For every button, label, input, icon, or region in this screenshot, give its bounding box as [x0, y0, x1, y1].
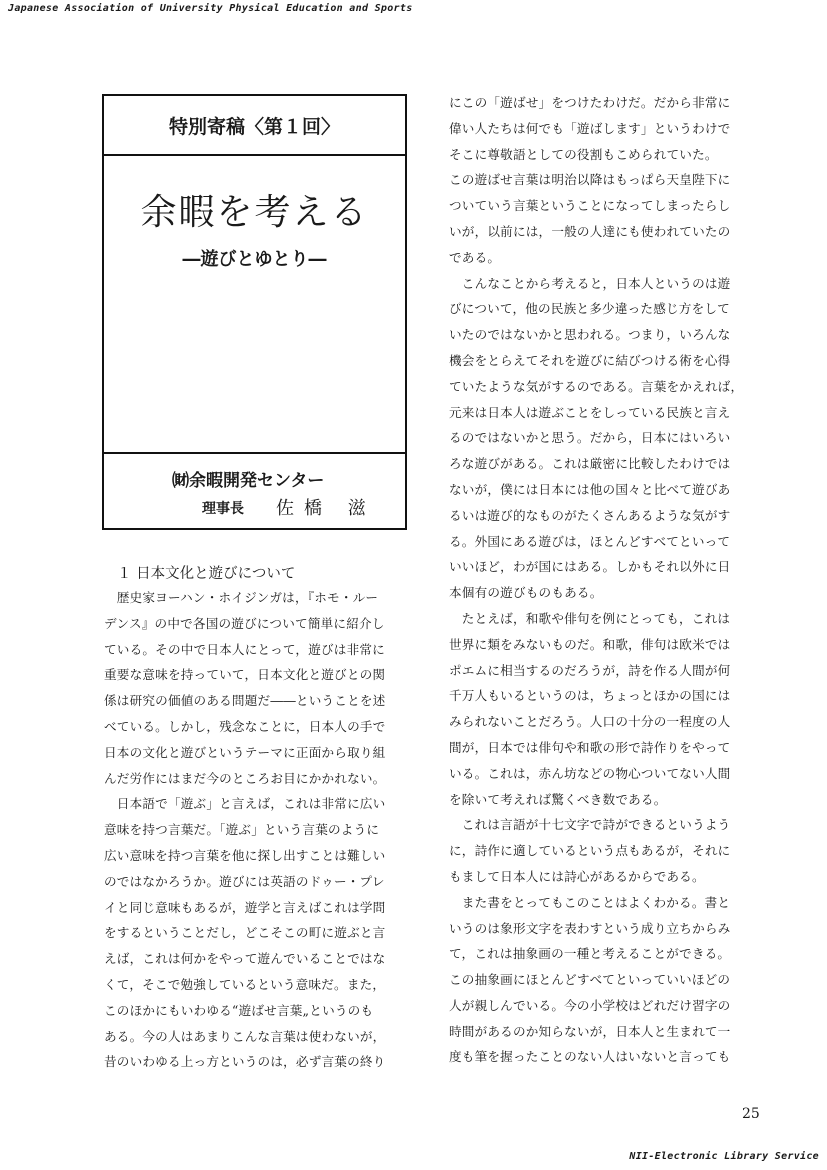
text-line: ろな遊びがある。これは厳密に比較したわけでは — [449, 456, 731, 472]
text-line: んだ労作にはまだ今のところお目にかかれない。 — [104, 770, 386, 786]
page-number: 25 — [742, 1106, 760, 1122]
author-role: 理事長 — [202, 501, 244, 517]
text-line: みられないことだろう。人口の十分の一程度の人 — [449, 714, 731, 730]
text-line: ないが，僕には日本には他の国々と比べて遊びあ — [449, 481, 731, 497]
text-line: デンス』の中で各国の遊びについて簡単に紹介し — [104, 615, 385, 631]
text-line: たとえば，和歌や俳句を例にとっても，これは — [449, 610, 731, 626]
library-footer: NII-Electronic Library Service — [629, 1151, 819, 1162]
text-line: である。 — [449, 249, 501, 265]
text-line: 日本語で「遊ぶ」と言えば，これは非常に広い — [104, 796, 386, 812]
text-line: くて，そこで勉強しているという意味だ。また， — [104, 976, 386, 992]
text-line: べている。しかし，残念なことに，日本人の手で — [104, 718, 386, 734]
text-line: 日本の文化と遊びというテーマに正面から取り組 — [104, 744, 386, 760]
text-line: 重要な意味を持っていて，日本文化と遊びとの関 — [104, 667, 386, 683]
text-line: 世界に類をみないものだ。和歌，俳句は欧米では — [449, 636, 731, 652]
text-line: に，詩作に適しているという点もあるが，それに — [449, 843, 731, 859]
right-text-column — [449, 90, 769, 1070]
text-line: この遊ばせ言葉は明治以降はもっぱら天皇陛下に — [449, 172, 731, 188]
text-line: 人が親しんでいる。今の小学校はどれだけ習字の — [449, 997, 731, 1013]
text-line: いが，以前には，一般の人達にも使われていたの — [449, 223, 731, 239]
series-label: 特別寄稿〈第１回〉 — [104, 96, 405, 156]
text-line: このほかにもいわゆる“遊ばせ言葉„というのも — [104, 1002, 374, 1018]
text-line: こんなことから考えると，日本人というのは遊 — [449, 275, 731, 291]
journal-header: Japanese Association of University Physical Education and Sports — [8, 3, 413, 14]
text-line: ている。その中で日本人にとって，遊びは非常に — [104, 641, 385, 657]
author-block — [104, 452, 405, 528]
author-organization: ㈶余暇開発センター — [172, 471, 325, 491]
text-line: いいほど，わが国にはある。しかもそれ以外に日 — [449, 559, 731, 575]
text-line: ある。今の人はあまりこんな言葉は使わないが， — [104, 1028, 386, 1044]
text-line: この抽象画にほとんどすべてといっていいほどの — [449, 972, 731, 988]
left-text-column — [104, 585, 416, 1075]
text-line: 偉い人たちは何でも「遊ばします」というわけで — [449, 120, 731, 136]
section-heading: １ 日本文化と遊びについて — [117, 566, 296, 582]
text-line: びについて，他の民族と多少違った感じ方をして — [449, 301, 730, 317]
text-line: これは言語が十七文字で詩ができるというよう — [449, 817, 731, 833]
text-line: いたのではないかと思われる。つまり，いろんな — [449, 327, 731, 343]
text-line: を除いて考えれば驚くべき数である。 — [449, 791, 667, 807]
text-line: 歴史家ヨーハン・ホイジンガは，『ホモ・ルー — [104, 590, 379, 605]
text-line: 元来は日本人は遊ぶことをしっている民族と言え — [449, 404, 731, 420]
text-line: えば，これは何かをやって遊んでいることではな — [104, 951, 386, 967]
text-line: て，これは抽象画の一種と考えることができる。 — [449, 946, 731, 962]
text-line: 昔のいわゆる上っ方というのは，必ず言葉の終り — [104, 1054, 386, 1070]
text-line: 意味を持つ言葉だ。「遊ぶ」という言葉のように — [104, 822, 380, 838]
text-line: そこに尊敬語としての役割もこめられていた。 — [449, 146, 718, 162]
text-line: もまして日本人には詩心があるからである。 — [449, 868, 705, 884]
text-line: 千万人もいるというのは，ちょっとほかの国には — [449, 688, 731, 704]
text-line: 広い意味を持つ言葉を他に探し出すことは難しい — [104, 847, 386, 863]
article-subtitle: ―遊びとゆとり― — [182, 249, 327, 270]
text-line: るのではないかと思う。だから，日本にはいろい — [449, 430, 731, 446]
text-line: のではなかろうか。遊びには英語のドゥー・プレ — [104, 873, 385, 889]
text-line: 機会をとらえてそれを遊びに結びつける術を心得 — [449, 352, 731, 368]
author-name: 佐橋 滋 — [276, 498, 376, 519]
text-line: 間が，日本では俳句や和歌の形で詩作りをやって — [449, 739, 731, 755]
text-line: るいは遊び的なものがたくさんあるような気がす — [449, 507, 731, 523]
text-line: 係は研究の価値のある問題だ――ということを述 — [104, 693, 386, 709]
article-title: 余暇を考える — [140, 192, 369, 233]
text-line: る。外国にある遊びは，ほとんどすべてといって — [449, 533, 731, 549]
text-line: いる。これは，赤ん坊などの物心ついてない人間 — [449, 765, 731, 781]
text-line: にこの「遊ばせ」をつけたわけだ。だから非常に — [449, 95, 731, 110]
text-line: 度も筆を握ったことのない人はいないと言っても — [449, 1049, 731, 1065]
text-line: 本個有の遊びものもある。 — [449, 585, 603, 601]
text-line: また書をとってもこのことはよくわかる。書と — [449, 894, 731, 910]
text-line: をするということだし，どこそこの町に遊ぶと言 — [104, 925, 386, 941]
text-line: ていたような気がするのである。言葉をかえれば， — [449, 378, 744, 394]
text-line: 時間があるのか知らないが，日本人と生まれて一 — [449, 1023, 731, 1039]
text-line: ポエムに相当するのだろうが，詩を作る人間が何 — [449, 662, 731, 678]
text-line: イと同じ意味もあるが，遊学と言えばこれは学問 — [104, 899, 386, 915]
text-line: いうのは象形文字を表わすという成り立ちからみ — [449, 920, 731, 936]
title-box — [102, 94, 407, 530]
text-line: ついていう言葉ということになってしまったらし — [449, 198, 731, 214]
